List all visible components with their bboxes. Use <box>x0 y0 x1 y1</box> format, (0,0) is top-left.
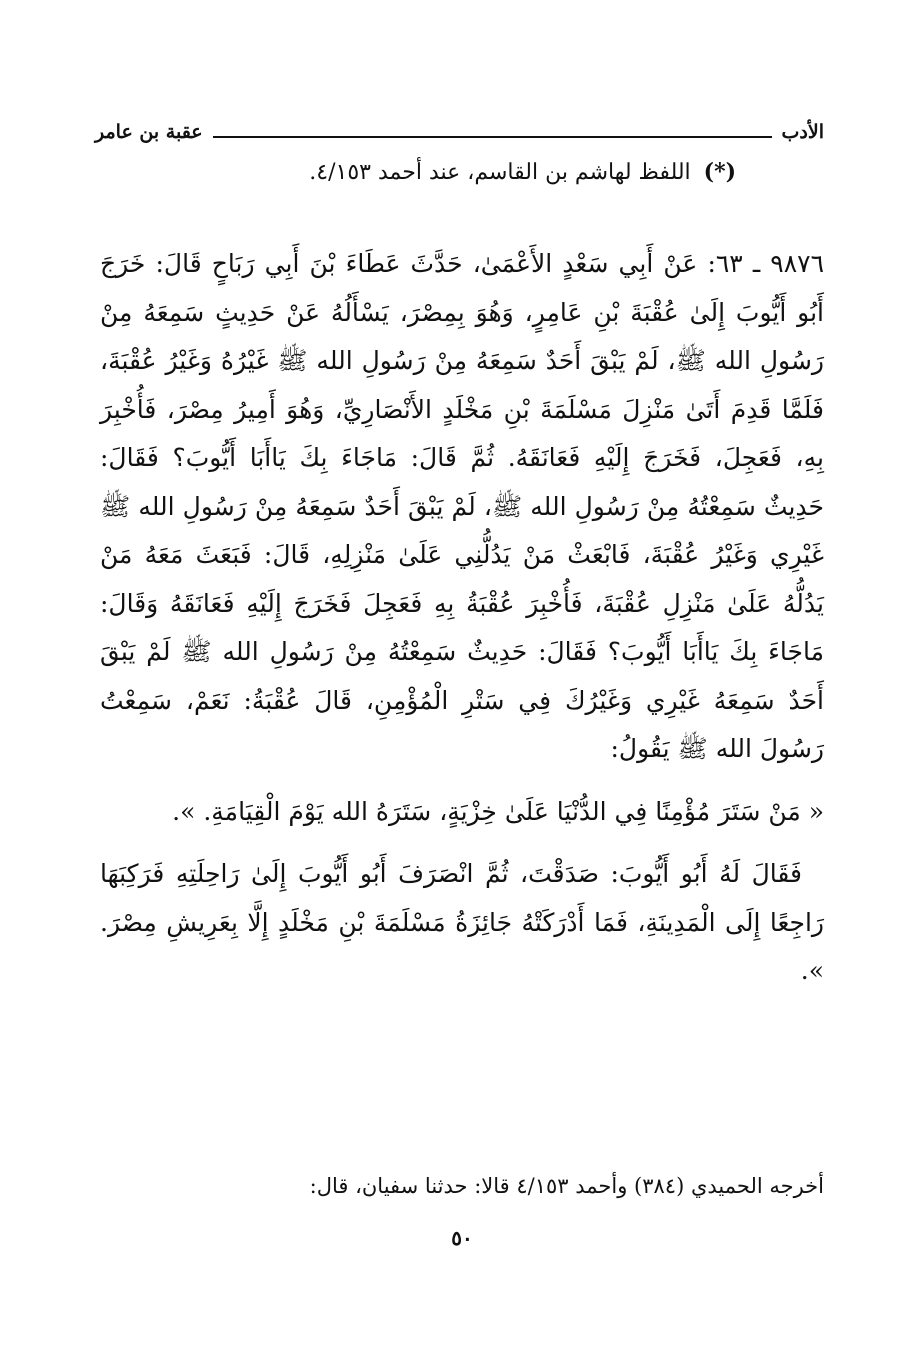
hadith-quote: « مَنْ سَتَرَ مُؤْمِنًا فِي الدُّنْيَا عَلَىٰ خِزْيَةٍ، سَتَرَهُ الله يَوْمَ الْقِيَامَةِ. ». <box>172 796 824 826</box>
header-rule <box>213 136 772 138</box>
main-text <box>100 240 824 996</box>
page-number: ٥٠ <box>451 1226 473 1250</box>
running-header <box>95 108 824 142</box>
hadith-paragraph: ٩٨٧٦ ـ ٦٣: عَنْ أَبِي سَعْدٍ الأَعْمَىٰ، حَدَّثَ عَطَاءَ بْنَ أَبِي رَبَاحٍ قَالَ: خَرَجَ أَبُو أَيُّوبَ إِلَىٰ عُقْبَةَ بْنِ عَامِرٍ، وَهُوَ بِمِصْرَ، يَسْأَلُهُ عَنْ حَدِيثٍ سَمِعَهُ مِنْ رَسُولِ الله ﷺ، لَمْ يَبْقَ أَحَدٌ سَمِعَهُ مِنْ رَسُولِ الله ﷺ غَيْرُهُ وَغَيْرُ عُقْبَةَ، فَلَمَّا قَدِمَ أَتَىٰ مَنْزِلَ مَسْلَمَةَ بْنِ مَخْلَدٍ الأَنْصَارِيِّ، وَهُوَ أَمِيرُ مِصْرَ، فَأُخْبِرَ بِهِ، فَعَجِلَ، فَخَرَجَ إِلَيْهِ فَعَانَقَهُ. ثُمَّ قَالَ: مَاجَاءَ بِكَ يَاأَبَا أَيُّوبَ؟ فَقَالَ: حَدِيثٌ سَمِعْتُهُ مِنْ رَسُولِ الله ﷺ، لَمْ يَبْقَ أَحَدٌ سَمِعَهُ مِنْ رَسُولِ الله ﷺ غَيْرِي وَغَيْرُ عُقْبَةَ، فَابْعَثْ مَنْ يَدُلُّنِي عَلَىٰ مَنْزِلِهِ، قَالَ: فَبَعَثَ مَعَهُ مَنْ يَدُلُّهُ عَلَىٰ مَنْزِلِ عُقْبَةَ، فَأُخْبِرَ عُقْبَةُ بِهِ فَعَجِلَ فَخَرَجَ إِلَيْهِ فَعَانَقَهُ وَقَالَ: مَاجَاءَ بِكَ يَاأَبَا أَيُّوبَ؟ فَقَالَ: حَدِيثٌ سَمِعْتُهُ مِنْ رَسُولِ الله ﷺ لَمْ يَبْقَ أَحَدٌ سَمِعَهُ غَيْرِي وَغَيْرُكَ فِي سَتْرِ الْمُؤْمِنِ، قَالَ عُقْبَةُ: نَعَمْ، سَمِعْتُ رَسُولَ الله ﷺ يَقُولُ: <box>100 249 824 763</box>
hadith-ending: فَقَالَ لَهُ أَبُو أَيُّوبَ: صَدَقْتَ، ثُمَّ انْصَرَفَ أَبُو أَيُّوبَ إِلَىٰ رَاحِلَتِهِ فَرَكِبَهَا رَاجِعًا إِلَى الْمَدِينَةِ، فَمَا أَدْرَكَتْهُ جَائِزَةُ مَسْلَمَةَ بْنِ مَخْلَدٍ إِلَّا بِعَرِيشِ مِصْرَ. ». <box>100 859 824 985</box>
source-footnote: أخرجه الحميدي (٣٨٤) وأحمد ٤/١٥٣ قالا: حدثنا سفيان، قال: <box>309 1174 824 1198</box>
chapter-title: الأدب <box>781 121 824 143</box>
note-marker: (*) <box>703 159 736 185</box>
top-note <box>100 152 736 193</box>
section-title: عقبة بن عامر <box>95 121 203 143</box>
note-text: اللفظ لهاشم بن القاسم، عند أحمد ٤/١٥٣. <box>309 160 691 185</box>
